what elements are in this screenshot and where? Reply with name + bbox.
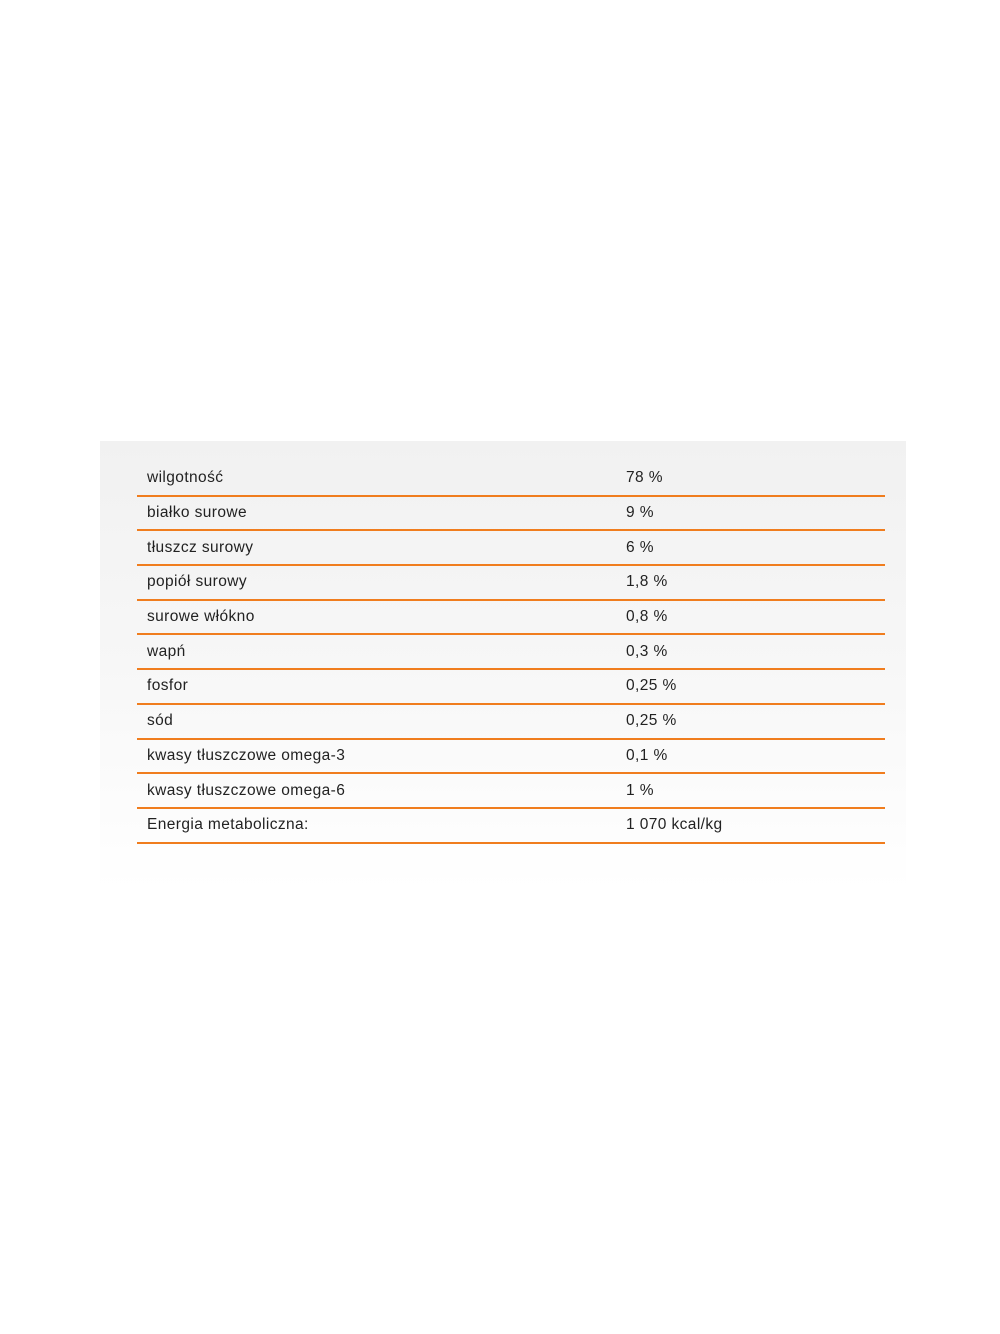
nutrient-value: 78 % <box>616 461 885 496</box>
table-row <box>137 461 885 496</box>
table-row <box>137 704 885 739</box>
table-row <box>137 530 885 565</box>
nutrient-label: wilgotność <box>137 461 616 496</box>
table-row <box>137 739 885 774</box>
table-row <box>137 634 885 669</box>
nutrient-label: tłuszcz surowy <box>137 530 616 565</box>
nutrient-value: 1 % <box>616 773 885 808</box>
nutrient-value: 0,8 % <box>616 600 885 635</box>
nutrient-label: kwasy tłuszczowe omega-6 <box>137 773 616 808</box>
table-row <box>137 600 885 635</box>
nutrient-label: fosfor <box>137 669 616 704</box>
nutrient-label: surowe włókno <box>137 600 616 635</box>
nutrient-value: 0,25 % <box>616 704 885 739</box>
nutrient-label: Energia metaboliczna: <box>137 808 616 843</box>
nutrient-value: 0,1 % <box>616 739 885 774</box>
nutrient-label: białko surowe <box>137 496 616 531</box>
table-row <box>137 669 885 704</box>
nutrition-table <box>137 461 885 844</box>
nutrient-label: wapń <box>137 634 616 669</box>
table-row <box>137 565 885 600</box>
nutrient-label: sód <box>137 704 616 739</box>
nutrient-value: 1 070 kcal/kg <box>616 808 885 843</box>
nutrient-value: 6 % <box>616 530 885 565</box>
nutrient-label: kwasy tłuszczowe omega-3 <box>137 739 616 774</box>
table-row <box>137 496 885 531</box>
table-row <box>137 773 885 808</box>
nutrient-value: 1,8 % <box>616 565 885 600</box>
nutrient-value: 0,3 % <box>616 634 885 669</box>
nutrient-value: 9 % <box>616 496 885 531</box>
nutrient-value: 0,25 % <box>616 669 885 704</box>
table-row <box>137 808 885 843</box>
nutrient-label: popiół surowy <box>137 565 616 600</box>
